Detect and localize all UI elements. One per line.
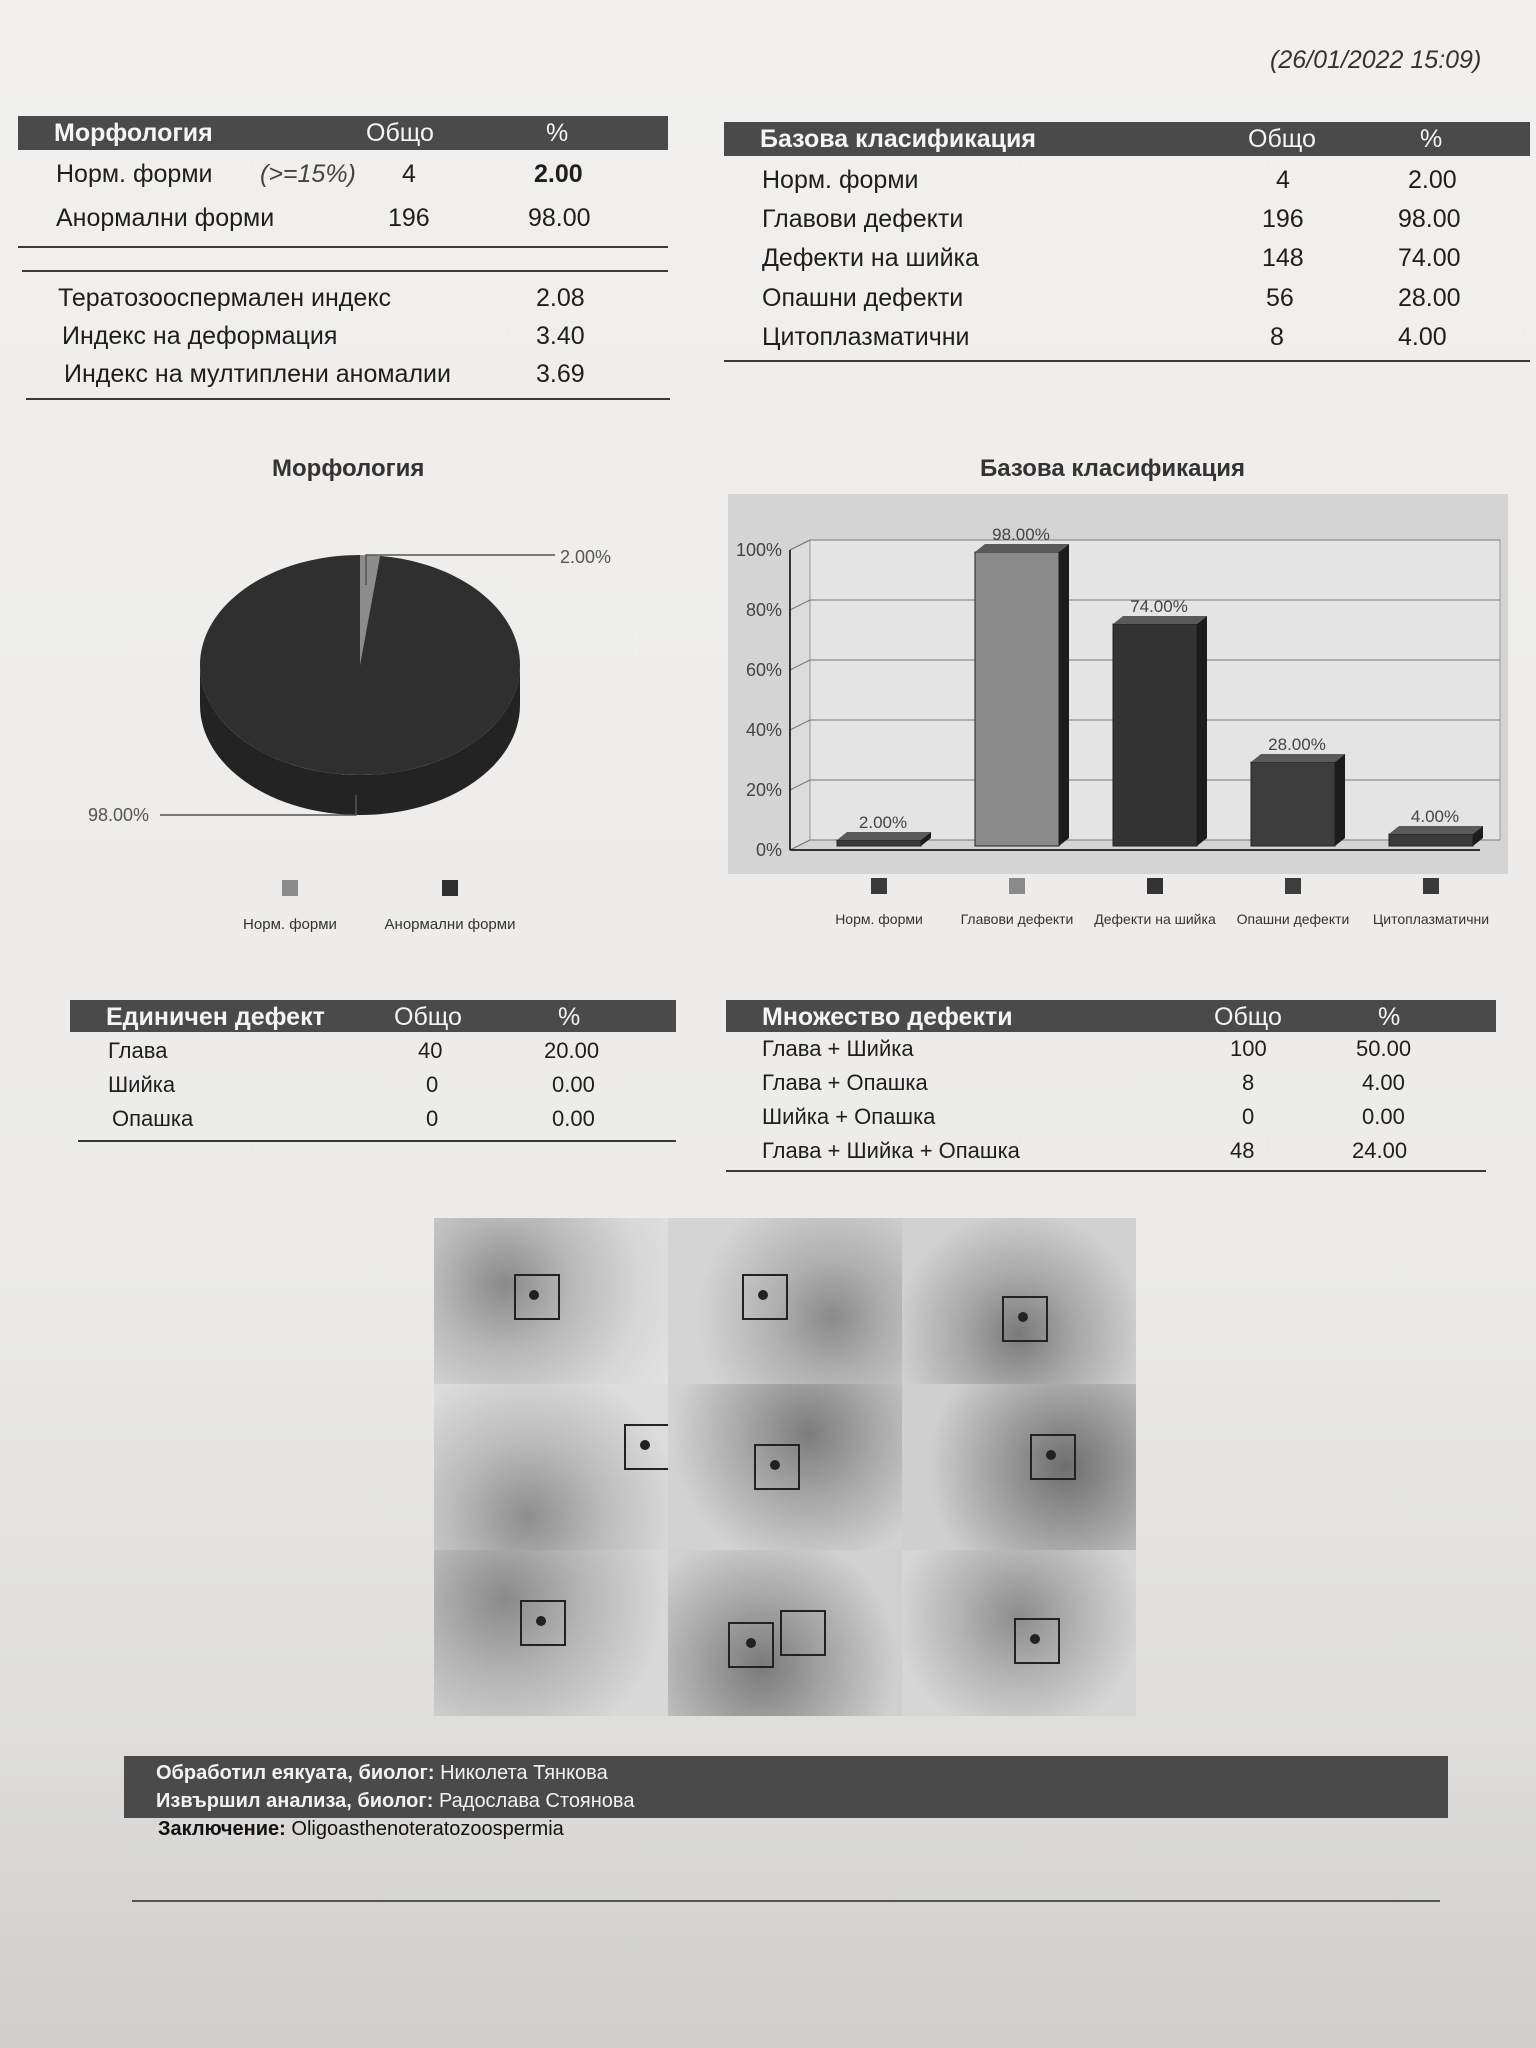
- bar-chart-title: Базова класификация: [980, 455, 1245, 482]
- analyzed-line: [156, 1790, 634, 1813]
- row-label: Глава + Опашка: [762, 1070, 928, 1095]
- row-total: 40: [418, 1038, 443, 1063]
- pie-data-label: 2.00%: [560, 547, 612, 567]
- cell-dot: [1046, 1450, 1056, 1460]
- divider: [724, 360, 1530, 362]
- divider: [18, 246, 668, 248]
- y-tick-label: 100%: [735, 540, 782, 560]
- conclusion-line: [158, 1818, 564, 1841]
- bar-top-face: [1251, 754, 1345, 762]
- row-percent: 2.00: [534, 160, 583, 188]
- row-label: Главови дефекти: [762, 205, 964, 233]
- bar-data-label: 2.00%: [858, 813, 908, 832]
- base-header-percent: %: [1420, 125, 1443, 153]
- row-total: 48: [1230, 1138, 1255, 1163]
- row-label: Глава + Шийка + Опашка: [762, 1138, 1020, 1163]
- microscopy-tile: [434, 1550, 668, 1716]
- row-percent: 0.00: [552, 1106, 595, 1131]
- y-tick-label: 80%: [745, 600, 782, 620]
- cell-dot: [1018, 1312, 1028, 1322]
- row-total: 0: [1242, 1104, 1255, 1129]
- cell-dot: [758, 1290, 768, 1300]
- row-percent: 74.00: [1398, 244, 1461, 272]
- x-category-label: Цитоплазматични: [1372, 911, 1490, 927]
- index-value: 3.69: [536, 360, 585, 388]
- x-category-label: Главови дефекти: [960, 911, 1074, 927]
- pie-chart: [60, 495, 700, 955]
- legend-swatch: [1009, 878, 1025, 894]
- y-tick-label: 60%: [745, 660, 782, 680]
- bar-top-face: [975, 544, 1069, 552]
- morphology-header-title: Морфология: [54, 119, 213, 147]
- microscopy-tile: [668, 1550, 902, 1716]
- multiple-defects-title: Множество дефекти: [762, 1003, 1013, 1031]
- cell-dot: [1030, 1634, 1040, 1644]
- microscopy-tile: [434, 1218, 668, 1384]
- row-label: Шийка + Опашка: [762, 1104, 936, 1129]
- base-header-total: Общо: [1248, 125, 1316, 153]
- index-label: Тератозооспермален индекс: [58, 284, 391, 312]
- morphology-header-percent: %: [546, 119, 569, 147]
- row-label: Анормални форми: [56, 204, 275, 232]
- row-percent: 2.00: [1408, 166, 1457, 194]
- row-percent: 0.00: [1362, 1104, 1405, 1129]
- row-label: Глава + Шийка: [762, 1036, 914, 1061]
- microscopy-tile: [668, 1384, 902, 1550]
- divider: [726, 1170, 1486, 1172]
- bar-side-face: [1335, 754, 1345, 846]
- x-category-label: Дефекти на шийка: [1094, 911, 1216, 927]
- row-label: Дефекти на шийка: [762, 244, 979, 272]
- row-label: Опашка: [112, 1106, 194, 1131]
- processed-name: Николета Тянкова: [440, 1762, 608, 1784]
- x-category-label: Норм. форми: [835, 911, 923, 927]
- cell-dot: [529, 1290, 539, 1300]
- row-total: 4: [402, 160, 416, 188]
- row-total: 196: [388, 204, 430, 232]
- row-total: 8: [1242, 1070, 1255, 1095]
- legend-swatch: [442, 880, 458, 896]
- row-percent: 20.00: [544, 1038, 600, 1063]
- row-total: 196: [1262, 205, 1304, 233]
- index-value: 2.08: [536, 284, 585, 312]
- bottom-divider: [132, 1900, 1440, 1902]
- bar-side-face: [1197, 616, 1207, 846]
- divider: [22, 270, 668, 272]
- conclusion-value: Oligoasthenoteratozoospermia: [291, 1818, 564, 1840]
- cell-dot: [746, 1638, 756, 1648]
- processed-line: [156, 1762, 608, 1785]
- multiple-defects-header: [726, 1000, 1496, 1032]
- pie-chart-title: Морфология: [272, 455, 425, 482]
- row-label: Опашни дефекти: [762, 284, 964, 312]
- row-label: Норм. форми: [56, 160, 213, 188]
- legend-swatch: [1285, 878, 1301, 894]
- row-total: 0: [426, 1072, 439, 1097]
- base-table-header: [724, 122, 1530, 156]
- cell-dot: [770, 1460, 780, 1470]
- morphology-header-total: Общо: [366, 119, 434, 147]
- bar-top-face: [1389, 826, 1483, 834]
- bar: [1251, 762, 1335, 846]
- legend-swatch: [282, 880, 298, 896]
- row-total: 148: [1262, 244, 1304, 272]
- legend-label: Анормални форми: [384, 916, 516, 933]
- row-total: 0: [426, 1106, 439, 1131]
- divider: [78, 1140, 676, 1142]
- row-percent: 24.00: [1352, 1138, 1408, 1163]
- bar-top-face: [1113, 616, 1207, 624]
- row-label: Норм. форми: [762, 166, 919, 194]
- microscopy-mosaic: [434, 1218, 1136, 1716]
- y-tick-label: 0%: [755, 840, 782, 860]
- report-timestamp: (26/01/2022 15:09): [1270, 46, 1482, 74]
- single-defect-header: [70, 1000, 676, 1032]
- plot-side-wall: [790, 540, 810, 850]
- base-header-title: Базова класификация: [760, 125, 1037, 153]
- row-label: Цитоплазматични: [762, 323, 970, 351]
- row-total: 100: [1230, 1036, 1267, 1061]
- index-value: 3.40: [536, 322, 585, 350]
- bar-chart: [720, 490, 1520, 940]
- morphology-table-header: [18, 116, 668, 150]
- conclusion-label: Заключение:: [158, 1818, 286, 1840]
- analyzed-name: Радослава Стоянова: [438, 1790, 635, 1812]
- cell-dot: [536, 1616, 546, 1626]
- x-category-label: Опашни дефекти: [1236, 911, 1350, 927]
- bar-top-face: [837, 832, 931, 840]
- microscopy-tile: [668, 1218, 902, 1384]
- row-percent: 98.00: [528, 204, 591, 232]
- legend-label: Норм. форми: [243, 916, 337, 933]
- bar: [837, 840, 921, 846]
- row-label: Глава: [108, 1038, 168, 1063]
- legend-swatch: [1423, 878, 1439, 894]
- y-tick-label: 40%: [745, 720, 782, 740]
- bar: [975, 552, 1059, 846]
- single-defect-title: Единичен дефект: [106, 1003, 325, 1031]
- bar-data-label: 28.00%: [1268, 735, 1326, 754]
- bar: [1113, 624, 1197, 846]
- row-percent: 50.00: [1356, 1036, 1412, 1061]
- processed-label: Обработил еякуата, биолог:: [156, 1762, 435, 1784]
- bar: [1389, 834, 1473, 846]
- microscopy-tile: [902, 1550, 1136, 1716]
- index-label: Индекс на мултиплени аномалии: [64, 360, 451, 388]
- bar-data-label: 98.00%: [992, 525, 1050, 544]
- legend-swatch: [871, 878, 887, 894]
- bar-data-label: 74.00%: [1130, 597, 1188, 616]
- microscopy-tile: [902, 1384, 1136, 1550]
- cell-dot: [640, 1440, 650, 1450]
- row-percent: 28.00: [1398, 284, 1461, 312]
- cell-box: [780, 1610, 826, 1656]
- row-total: 56: [1266, 284, 1294, 312]
- legend-swatch: [1147, 878, 1163, 894]
- row-percent: 0.00: [552, 1072, 595, 1097]
- multiple-defects-percent-header: %: [1378, 1003, 1401, 1031]
- index-label: Индекс на деформация: [62, 322, 338, 350]
- multiple-defects-total-header: Общо: [1214, 1003, 1282, 1031]
- row-label: Шийка: [108, 1072, 176, 1097]
- row-total: 8: [1270, 323, 1284, 351]
- y-tick-label: 20%: [745, 780, 782, 800]
- row-percent: 98.00: [1398, 205, 1461, 233]
- signature-band: [124, 1756, 1448, 1818]
- pie-slice-abnormal: [200, 555, 520, 775]
- row-percent: 4.00: [1362, 1070, 1405, 1095]
- microscopy-tile: [434, 1384, 668, 1550]
- microscopy-tile: [902, 1218, 1136, 1384]
- single-defect-total-header: Общо: [394, 1003, 462, 1031]
- row-percent: 4.00: [1398, 323, 1447, 351]
- row-note: (>=15%): [260, 160, 356, 188]
- divider: [26, 398, 670, 400]
- single-defect-percent-header: %: [558, 1003, 581, 1031]
- bar-data-label: 4.00%: [1410, 807, 1460, 826]
- analyzed-label: Извършил анализа, биолог:: [156, 1790, 434, 1812]
- bar-side-face: [1059, 544, 1069, 846]
- pie-data-label: 98.00%: [88, 805, 150, 825]
- row-total: 4: [1276, 166, 1290, 194]
